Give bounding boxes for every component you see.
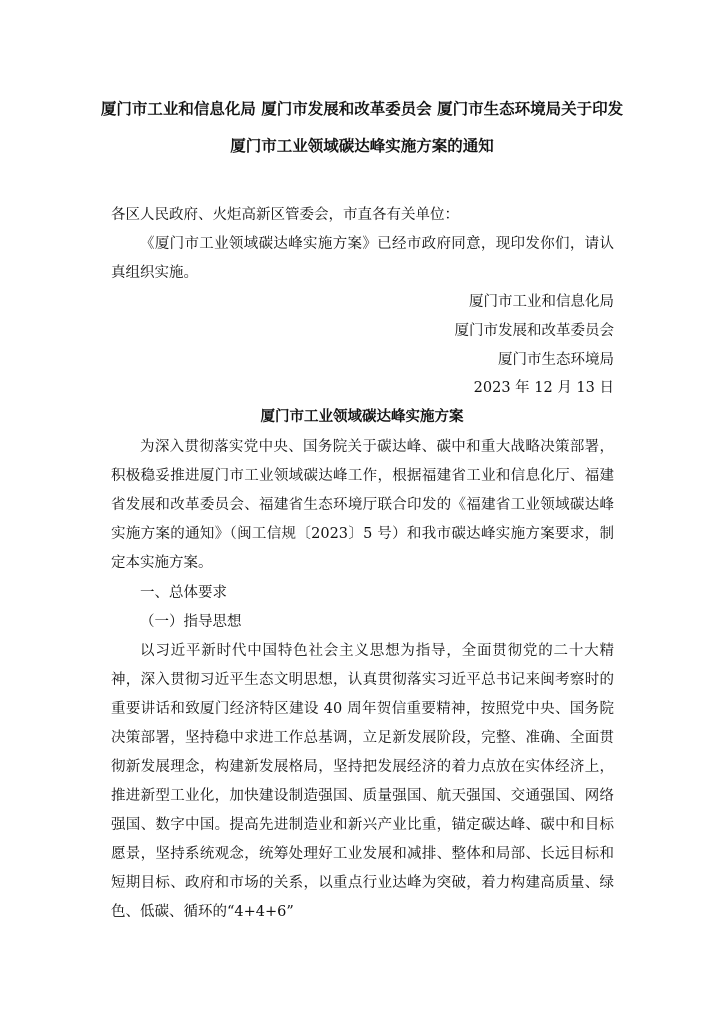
signature-industry-bureau: 厦门市工业和信息化局 (469, 294, 614, 310)
signature-environment-bureau: 厦门市生态环境局 (498, 352, 614, 368)
signature-development-commission: 厦门市发展和改革委员会 (454, 323, 614, 339)
notice-title-line-1: 厦门市工业和信息化局 厦门市发展和改革委员会 厦门市生态环境局关于印发 (100, 100, 624, 118)
plan-title: 厦门市工业领域碳达峰实施方案 (260, 409, 464, 425)
section-heading-general-requirements: 一、总体要求 (140, 585, 227, 601)
intro-paragraph: 《厦门市工业领域碳达峰实施方案》已经市政府同意，现印发你们，请认真组织实施。 (111, 236, 614, 281)
subsection-heading-guiding-ideology: （一）指导思想 (140, 614, 242, 630)
plan-paragraph-2: 以习近平新时代中国特色社会主义思想为指导，全面贯彻党的二十大精神，深入贯彻习近平生态文明思想，认真贯彻落实习近平总书记来闽考察时的重要讲话和致厦门经济特区建设 40 周年贺信重要精神，按照党中央、国务院决策部署，坚持稳中求进工作总基调，立足新发展阶段，完整、准确、全面贯彻新发展理念，构建新发展格局，坚持把发展经济的着力点放在实体经济上，推进新型工业化，加快建设制造强国、质量强国、航天强国、交通强国、网络强国、数字中国。提高先进制造业和新兴产业比重，锚定碳达峰、碳中和目标愿景，坚持系统观念，统筹处理好工业发展和减排、整体和局部、长远目标和短期目标、政府和市场的关系，以重点行业达峰为突破，着力构建高质量、绿色、低碳、循环的“4+4+6” (111, 643, 614, 920)
notice-title-line-2: 厦门市工业领域碳达峰实施方案的通知 (230, 137, 494, 155)
plan-paragraph-1: 为深入贯彻落实党中央、国务院关于碳达峰、碳中和重大战略决策部署，积极稳妥推进厦门市工业领域碳达峰工作，根据福建省工业和信息化厅、福建省发展和改革委员会、福建省生态环境厅联合印发的《福建省工业领域碳达峰实施方案的通知》（闽工信规〔2023〕5 号）和我市碳达峰实施方案要求，制定本实施方案。 (111, 439, 614, 571)
issue-date: 2023 年 12 月 13 日 (473, 380, 614, 396)
salutation: 各区人民政府、火炬高新区管委会，市直各有关单位： (111, 207, 459, 223)
